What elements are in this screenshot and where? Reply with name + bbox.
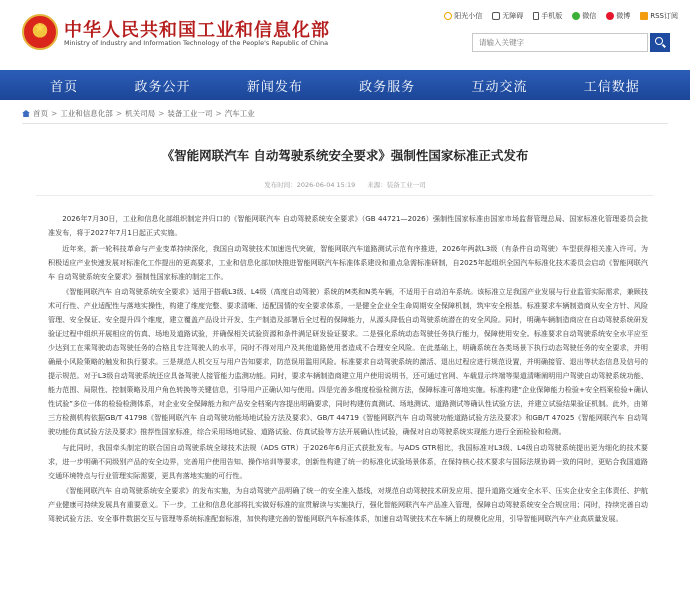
toplink-sunshine[interactable] [444,11,482,21]
breadcrumb-separator: > [51,109,58,118]
breadcrumb-departments[interactable]: 机关司局 [125,109,156,118]
divider [22,123,668,124]
rss-icon [640,12,648,20]
site-header [0,0,690,62]
article-meta [0,180,690,189]
breadcrumb-ministry[interactable]: 工业和信息化部 [60,109,113,118]
article-paragraph: 2026年7月30日，工业和信息化部组织制定并归口的《智能网联汽车 自动驾驶系统安全要求》（GB 44721—2026）强制性国家标准由国家市场监督管理总局、国家标准化管理委员会批准发布，将于2027年7月1日起正式实施。 [48,214,648,237]
toplink-label: 微信 [582,12,597,20]
toplink-label: 阳光小信 [454,12,483,20]
home-icon [22,110,30,117]
breadcrumb-separator: > [115,109,123,118]
main-nav [0,70,690,100]
breadcrumb-auto-industry[interactable]: 汽车工业 [224,109,255,118]
article-paragraph: 近年来，新一轮科技革命与产业变革持续深化，我国自动驾驶技术加速迭代突破，智能网联汽车道路测试示范有序推进，2026年两款L3级（有条件自动驾驶）车型获得相关准入许可。为积极适应产业快速发展对标准化工作提出的更高要求，工业和信息化部加快推进智能网联汽车标准体系建设和重点急需标准研制，自2025年起组织全国汽车标准化技术委员会启动《智能网联汽车 自动驾驶系统安全要求》强制性国家标准的制定工作。 [48,243,648,281]
article-paragraph: 与此同时，我国牵头制定的联合国自动驾驶系统全球技术法规（ADS GTR）于2026年6月正式获批发布。与ADS GTR相比，我国标准对L3级、L4级自动驾驶系统提出更为细化的技术要求，进一步明确不同级别产品的安全边界，完善用户使用告知、操作培训等要求，创新性构建了统一的标准化试验场景体系，在保持核心技术要求与国际法规协调一致的同时，更贴合我国道路交通环境特点与行业管理实际需要，更具有落地实施的可行性。 [48,442,648,480]
wechat-icon [572,12,580,20]
nav-data[interactable]: 工信数据 [583,79,640,95]
accessibility-icon [492,12,500,20]
divider [36,195,654,196]
nav-interaction[interactable]: 互动交流 [471,79,528,95]
breadcrumb-separator: > [158,109,165,118]
nav-government-affairs[interactable]: 政务公开 [134,79,191,95]
top-links [444,11,678,21]
breadcrumb-equipment-dept[interactable]: 装备工业一司 [167,109,213,118]
toplink-label: RSS订阅 [650,12,678,20]
toplink-label: 无障碍 [502,12,524,20]
sun-icon [444,12,452,20]
toplink-rss[interactable] [640,11,678,21]
toplink-weibo[interactable] [606,11,630,21]
nav-news[interactable]: 新闻发布 [246,79,303,95]
ministry-subtitle: Ministry of Industry and Information Technology of the People's Republic of China [64,39,329,47]
ministry-title[interactable]: 中华人民共和国工业和信息化部 [64,20,330,41]
search-input[interactable] [472,33,648,52]
breadcrumb-home[interactable]: 首页 [33,109,48,118]
toplink-accessibility[interactable] [492,11,523,21]
toplink-wechat[interactable] [572,11,596,21]
search-icon [655,37,663,45]
national-emblem-icon[interactable] [22,14,58,50]
weibo-icon [606,12,614,20]
toplink-mobile[interactable] [533,11,562,21]
search-button[interactable] [650,33,670,52]
article-paragraph: 《智能网联汽车 自动驾驶系统安全要求》适用于搭载L3级、L4级（高度自动驾驶）系统的M类和N类车辆，不适用于自动泊车系统。该标准立足我国产业发展与行业监管实际需求，兼顾技术可行性、产业适配性与落地实操性，构建了维度完整、要求清晰、适配国情的安全要求体系，一是健全企业全生命周期安全保障机制，筑牢安全根基。标准要求车辆制造商从安全方针、风险管理、安全保证、安全提升四个维度，建立覆盖产品设计开发、生产制造及部署后全过程的保障能力，从源头降低自动驾驶系统潜在的安全风险。同时，明确车辆制造商应在自动驾驶系统研发验证过程中组织开展相应的仿真、场地及道路试验，并确保相关试验资源和条件满足研发验证要求。二是强化系统动态驾驶任务执行能力，保障使用安全。标准要求自动驾驶系统安全水平应至少达到工在乘驾驶动态驾驶任务的合格且专注驾驶人的水平，同时不得对用户及其他道路使用者造成不合理安全风险。在此基础上，明确系统在各类场景下执行动态驾驶任务的安全要求，并明确最小风险策略的触发和执行要求。三是规范人机交互与用户告知要求，防范误用滥用风险。标准要求自动驾驶系统的激活、退出过程应进行规范设置，并明确接管、退出等状态信息及信号的提示规范。对于L3级自动驾驶系统还应具备驾驶人接管能力监测功能。同时，要求车辆制造商建立用户使用说明书，还可通过官网、车载显示终端等渠道清晰阐明用户驾驶自动驾驶系统功能、能力范围、局限性、控制策略及用户角色转换等关键信息，引导用户正确认知与使用。四是完善多维度检验检测方法，保障标准可落地实施。标准构建“企业保障能力检验+安全档案检验+确认性试验”多位一体的检验检测体系，对企业安全保障能力和产品安全档案内容提出明确要求，同时构建仿真测试、场地测试、道路测试等确认性试验方法，并建立试验结果验证机制。此外，由第三方检测机构依据GB/T 41798《智能网联汽车 自动驾驶功能场地试验方法及要求》、GB/T 44719《智能网联汽车 自动驾驶功能道路试验方法及要求》和GB/T 47025《智能网联汽车 自动驾驶功能仿真试验方法及要求》推荐性国家标准，综合采用场地试验、道路试验、仿真试验等方法开展确认性试验，确保对自动驾驶系统实现能力进行全面检验和检测。 [48,287,648,436]
toplink-label: 微博 [616,12,631,20]
breadcrumb [22,108,255,119]
article-source: 来源：装备工业一司 [367,181,426,189]
toplink-label: 手机版 [541,12,563,20]
nav-services[interactable]: 政务服务 [359,79,416,95]
breadcrumb-separator: > [215,109,222,118]
article-paragraph: 《智能网联汽车 自动驾驶系统安全要求》的发布实施，为自动驾驶产品明确了统一的安全准入基线，对规范自动驾驶技术研发应用、提升道路交通安全水平、压实企业安全主体责任、护航产业健康可持续发展具有重要意义。下一步，工业和信息化部将扎实做好标准的宣贯解读与实施执行，强化智能网联汽车产品准入管理，保障自动驾驶系统安全合规应用；同时，持续完善自动驾驶试验方法、安全事件数据交互与管理等系统标准配套标准，加快构建完善的智能网联汽车标准体系，加速自动驾驶技术在车辆上的规模化应用，引导智能网联汽车产业高质量发展。 [48,486,648,523]
mobile-icon [533,12,539,20]
publish-date: 发布时间：2026-06-04 15:19 [264,181,356,189]
article-title: 《智能网联汽车 自动驾驶系统安全要求》强制性国家标准正式发布 [161,148,529,163]
nav-home[interactable]: 首页 [50,79,79,95]
article-body [48,212,648,528]
